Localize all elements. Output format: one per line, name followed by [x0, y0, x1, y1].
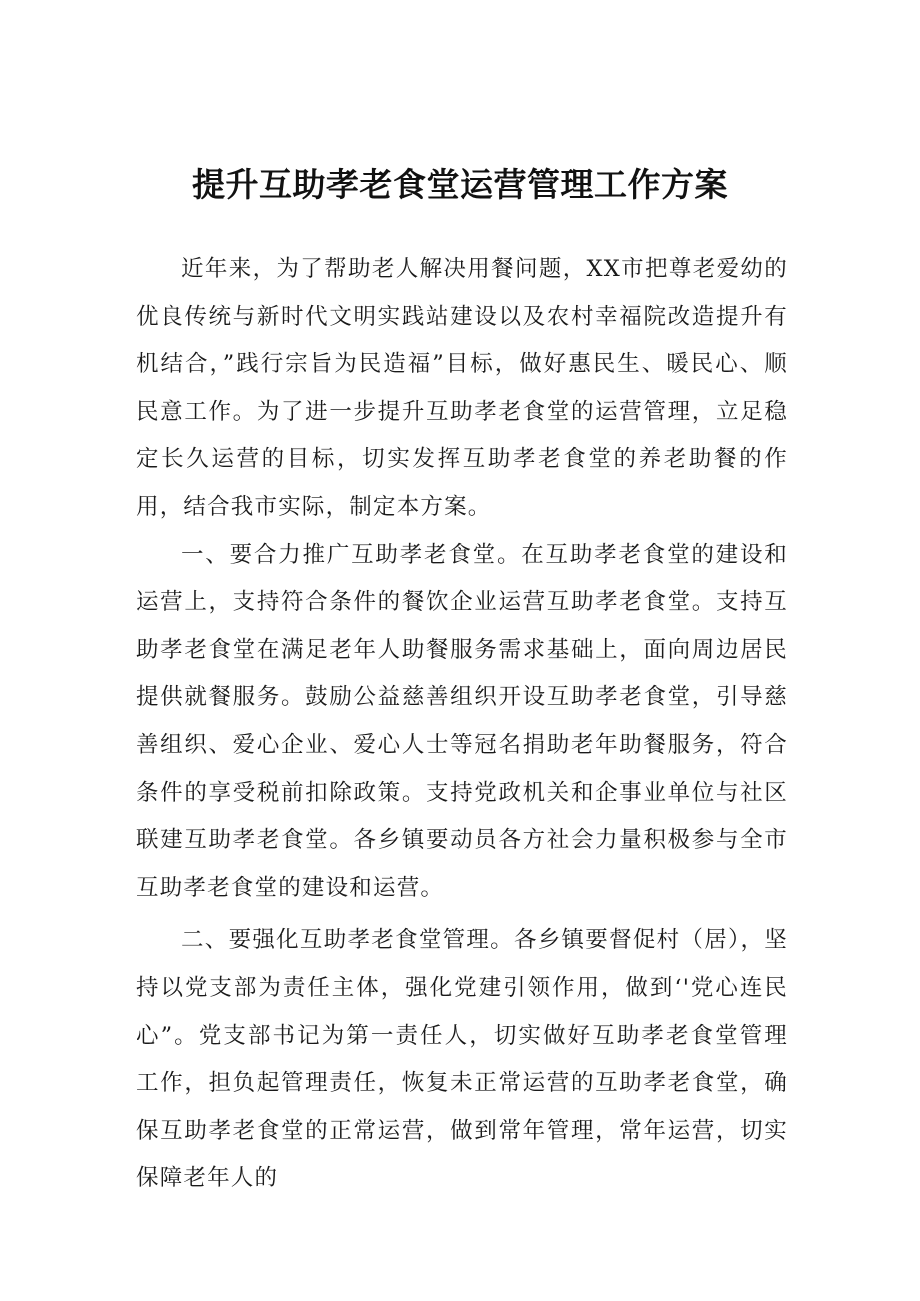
paragraph-intro: 近年来，为了帮助老人解决用餐问题，XX市把尊老爱幼的优良传统与新时代文明实践站建设以及农村幸福院改造提升有机结合，”践行宗旨为民造福”目标，做好惠民生、暖民心、顺民意工作。为了进一步提升互助孝老食堂的运营管理，立足稳定长久运营的目标，切实发挥互助孝老食堂的养老助餐的作用，结合我市实际，制定本方案。: [136, 256, 788, 520]
paragraph-section-1: 一、要合力推广互助孝老食堂。在互助孝老食堂的建设和运营上，支持符合条件的餐饮企业运营互助孝老食堂。支持互助孝老食堂在满足老年人助餐服务需求基础上，面向周边居民提供就餐服务。鼓励公益慈善组织开设互助孝老食堂，引导慈善组织、爱心企业、爱心人士等冠名捐助老年助餐服务，符合条件的享受税前扣除政策。支持党政机关和企事业单位与社区联建互助孝老食堂。各乡镇要动员各方社会力量积极参与全市互助孝老食堂的建设和运营。: [136, 541, 788, 901]
paragraph-section-2: 二、要强化互助孝老食堂管理。各乡镇要督促村（居），坚持以党支部为责任主体，强化党建引领作用，做到‘'党心连民心”。党支部书记为第一责任人，切实做好互助孝老食堂管理工作，担负起管理责任，恢复未正常运营的互助孝老食堂，确保互助孝老食堂的正常运营，做到常年管理，常年运营，切实保障老年人的: [136, 927, 788, 1192]
document-body: [136, 246, 788, 1203]
document-title: 提升互助孝老食堂运营管理工作方案: [192, 165, 728, 204]
